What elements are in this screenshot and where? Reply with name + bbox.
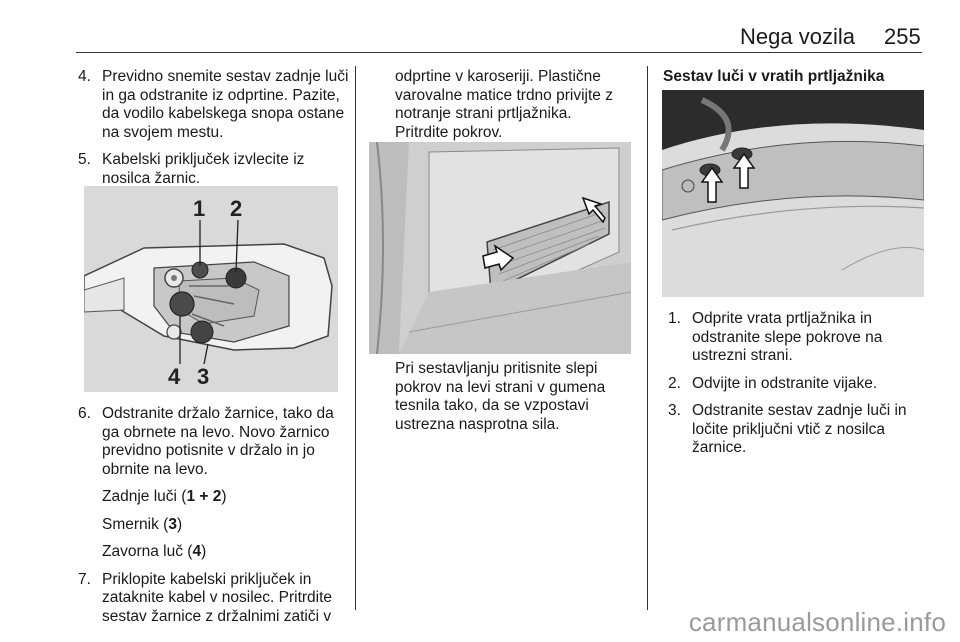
column-divider-1	[355, 66, 356, 610]
step-number: 2.	[668, 374, 681, 392]
list-item	[78, 68, 350, 142]
step-number: 3.	[668, 402, 681, 419]
continuation-text: odprtine v karoseriji. Plastične varovalne matice trdno privijte z notranje strani prtljažnika.	[395, 68, 613, 122]
column-3	[663, 68, 933, 87]
column-3-steps	[668, 310, 924, 467]
step-text: Odvijte in odstranite vijake.	[692, 374, 878, 392]
page-number: 255	[884, 24, 921, 49]
lamp-item: Smernik (3)	[102, 515, 183, 533]
step-number: 1.	[668, 310, 681, 327]
pritrdite-text: Pritrdite pokrov.	[395, 123, 503, 141]
step-number: 6.	[78, 405, 91, 422]
step-text: Odprite vrata prtljažnika in odstranite slepe pokrove na ustrezni strani.	[692, 310, 883, 364]
figure-label-2: 2	[230, 196, 243, 221]
list-item	[668, 402, 924, 458]
column-1	[78, 68, 350, 197]
lamp-item: Zavorna luč (4)	[102, 543, 207, 560]
step-number: 5.	[78, 151, 91, 168]
figure-label-4: 4	[168, 364, 181, 389]
step-number: 4.	[78, 68, 91, 85]
tail-light-figure	[84, 186, 338, 392]
tailgate-illustration	[662, 90, 924, 297]
step-text: Kabelski priključek izvlecite iz nosilca žarnic.	[102, 151, 305, 187]
figure-caption: Pri sestavljanju pritisnite slepi pokrov na levi strani v gumena tesnila tako, da se vzpostavi ustrezna nasprotna sila.	[395, 360, 606, 433]
lamp-ref: 3	[168, 515, 177, 533]
step-text: Odstranite držalo žarnice, tako da ga obrnete na levo. Novo žarnico previdno potisnite v držalo in jo obrnite na levo.	[102, 405, 334, 478]
section-heading: Sestav luči v vratih prtljažnika	[663, 68, 885, 85]
lamp-ref: 1 + 2	[186, 488, 222, 505]
tailgate-figure	[662, 90, 924, 297]
figure-label-3: 3	[197, 364, 210, 389]
lamp-item: Zadnje luči (1 + 2)	[102, 488, 227, 505]
column-divider-2	[647, 66, 648, 610]
trunk-cover-figure	[369, 142, 631, 354]
watermark: carmanualsonline.info	[688, 607, 946, 637]
header-title: Nega vozila	[740, 24, 855, 49]
step-text: Previdno snemite sestav zadnje luči in ga odstranite iz odprtine. Pazite, da vodilo kabelskega snopa ostane na svojem mestu.	[102, 68, 349, 141]
trunk-cover-illustration	[369, 142, 631, 354]
column-2	[395, 68, 640, 142]
list-item	[78, 151, 350, 188]
list-item	[78, 571, 350, 627]
step-text: Odstranite sestav zadnje luči in ločite priključni vtič z nosilca žarnice.	[692, 402, 907, 456]
lamp-ref: 4	[192, 543, 202, 560]
figure-label-1: 1	[193, 196, 206, 221]
list-item	[668, 310, 924, 366]
header-rule	[76, 52, 922, 53]
column-1-lower	[78, 405, 350, 635]
list-item	[78, 405, 350, 479]
step-number: 7.	[78, 570, 91, 588]
tail-light-illustration	[84, 186, 338, 392]
list-item	[668, 375, 924, 394]
column-2-caption	[395, 360, 635, 434]
step-text: Priklopite kabelski priključek in zataknite kabel v nosilec. Pritrdite sestav žarnice z držalnimi zatiči v	[102, 570, 333, 625]
